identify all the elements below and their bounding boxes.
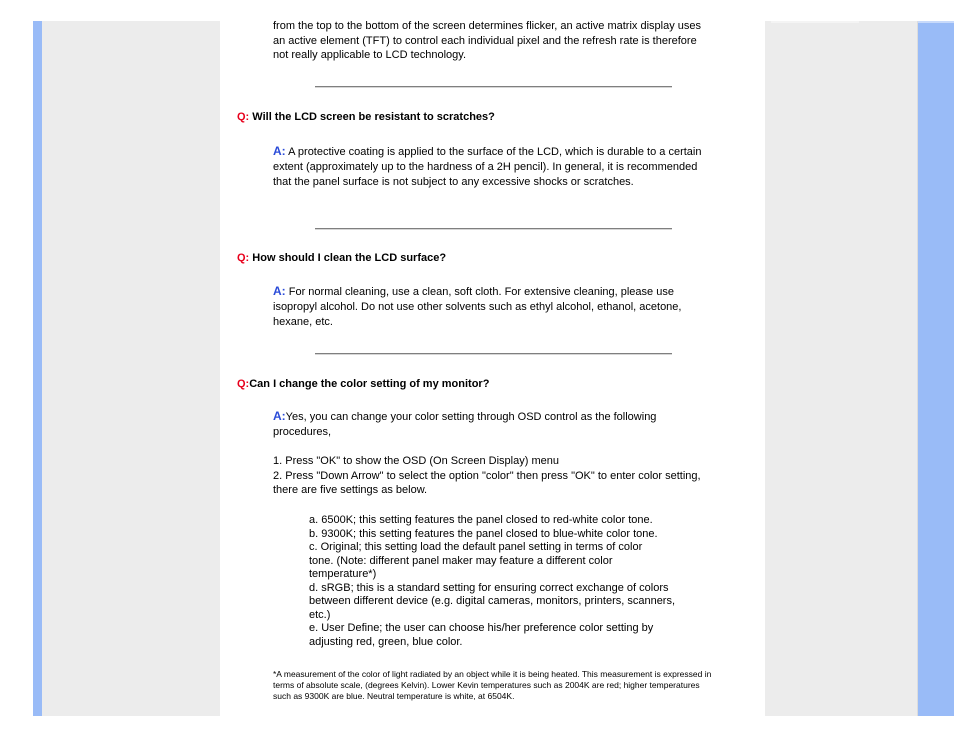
divider [315,86,672,88]
answer-text: For normal cleaning, use a clean, soft cloth. For extensive cleaning, please use isopropyl alcohol. Do not use other solvents such as ethyl alcohol, ethanol, acetone, hexane, etc. [273,286,682,328]
faq-question-3 [237,378,489,390]
question-label: Q: [237,378,250,390]
faq-answer-1 [273,144,713,190]
color-option: b. 9300K; this setting features the panel closed to blue-white color tone. [309,527,658,540]
question-text: Can I change the color setting of my monitor? [249,378,490,390]
right-stripe-divider [917,21,918,716]
right-side-panel [765,21,917,716]
answer-label: A: [273,144,286,158]
faq-answer-3 [273,409,713,439]
answer-label: A: [273,409,286,423]
answer-label: A: [273,284,286,298]
right-panel-highlight [771,21,859,23]
question-label: Q: [237,111,250,123]
color-option: e. User Define; the user can choose his/her preference color setting by adjusting red, green, blue color. [309,622,654,648]
question-label: Q: [237,252,250,264]
faq-question-1 [237,111,495,123]
faq-answer-2 [273,284,713,330]
footnote: *A measurement of the color of light radiated by an object while it is being heated. This measurement is expressed in terms of absolute scale, (degrees Kelvin). Lower Kevin temperatures such as 2004K are red; higher temperatures such as 9300K are blue. Neutral temperature is white, at 6504K. [273,669,712,701]
right-accent-stripe [917,21,954,716]
intro-paragraph: from the top to the bottom of the screen determines flicker, an active matrix display uses an active element (TFT) to control each individual pixel and the refresh rate is therefore not really applicable to LCD technology. [273,20,701,61]
divider [315,228,672,230]
color-option: a. 6500K; this setting features the panel closed to red-white color tone. [309,514,653,526]
answer-text: Yes, you can change your color setting through OSD control as the following procedures, [273,411,657,438]
color-option: d. sRGB; this is a standard setting for ensuring correct exchange of colors between different device (e.g. digital cameras, monitors, printers, scanners, etc.) [309,581,676,621]
faq-question-2 [237,252,446,264]
color-option: c. Original; this setting load the default panel setting in terms of color tone. (Note: different panel maker may feature a different color temperature*) [309,541,643,580]
left-side-panel [42,21,220,716]
question-text: How should I clean the LCD surface? [252,252,447,264]
left-accent-stripe [33,21,42,716]
divider [315,353,672,355]
color-options-list [309,514,689,649]
question-text: Will the LCD screen be resistant to scratches? [252,111,495,123]
procedure-steps [273,454,713,498]
procedure-step: 1. Press "OK" to show the OSD (On Screen Display) menu [273,455,559,467]
right-stripe-highlight [917,21,954,23]
procedure-step: 2. Press "Down Arrow" to select the option "color" then press "OK" to enter color setting, there are five settings as below. [273,469,701,496]
answer-text: A protective coating is applied to the surface of the LCD, which is durable to a certain extent (approximately up to the hardness of a 2H pencil). In general, it is recommended that the panel surface is not subject to any excessive shocks or scratches. [273,146,702,188]
